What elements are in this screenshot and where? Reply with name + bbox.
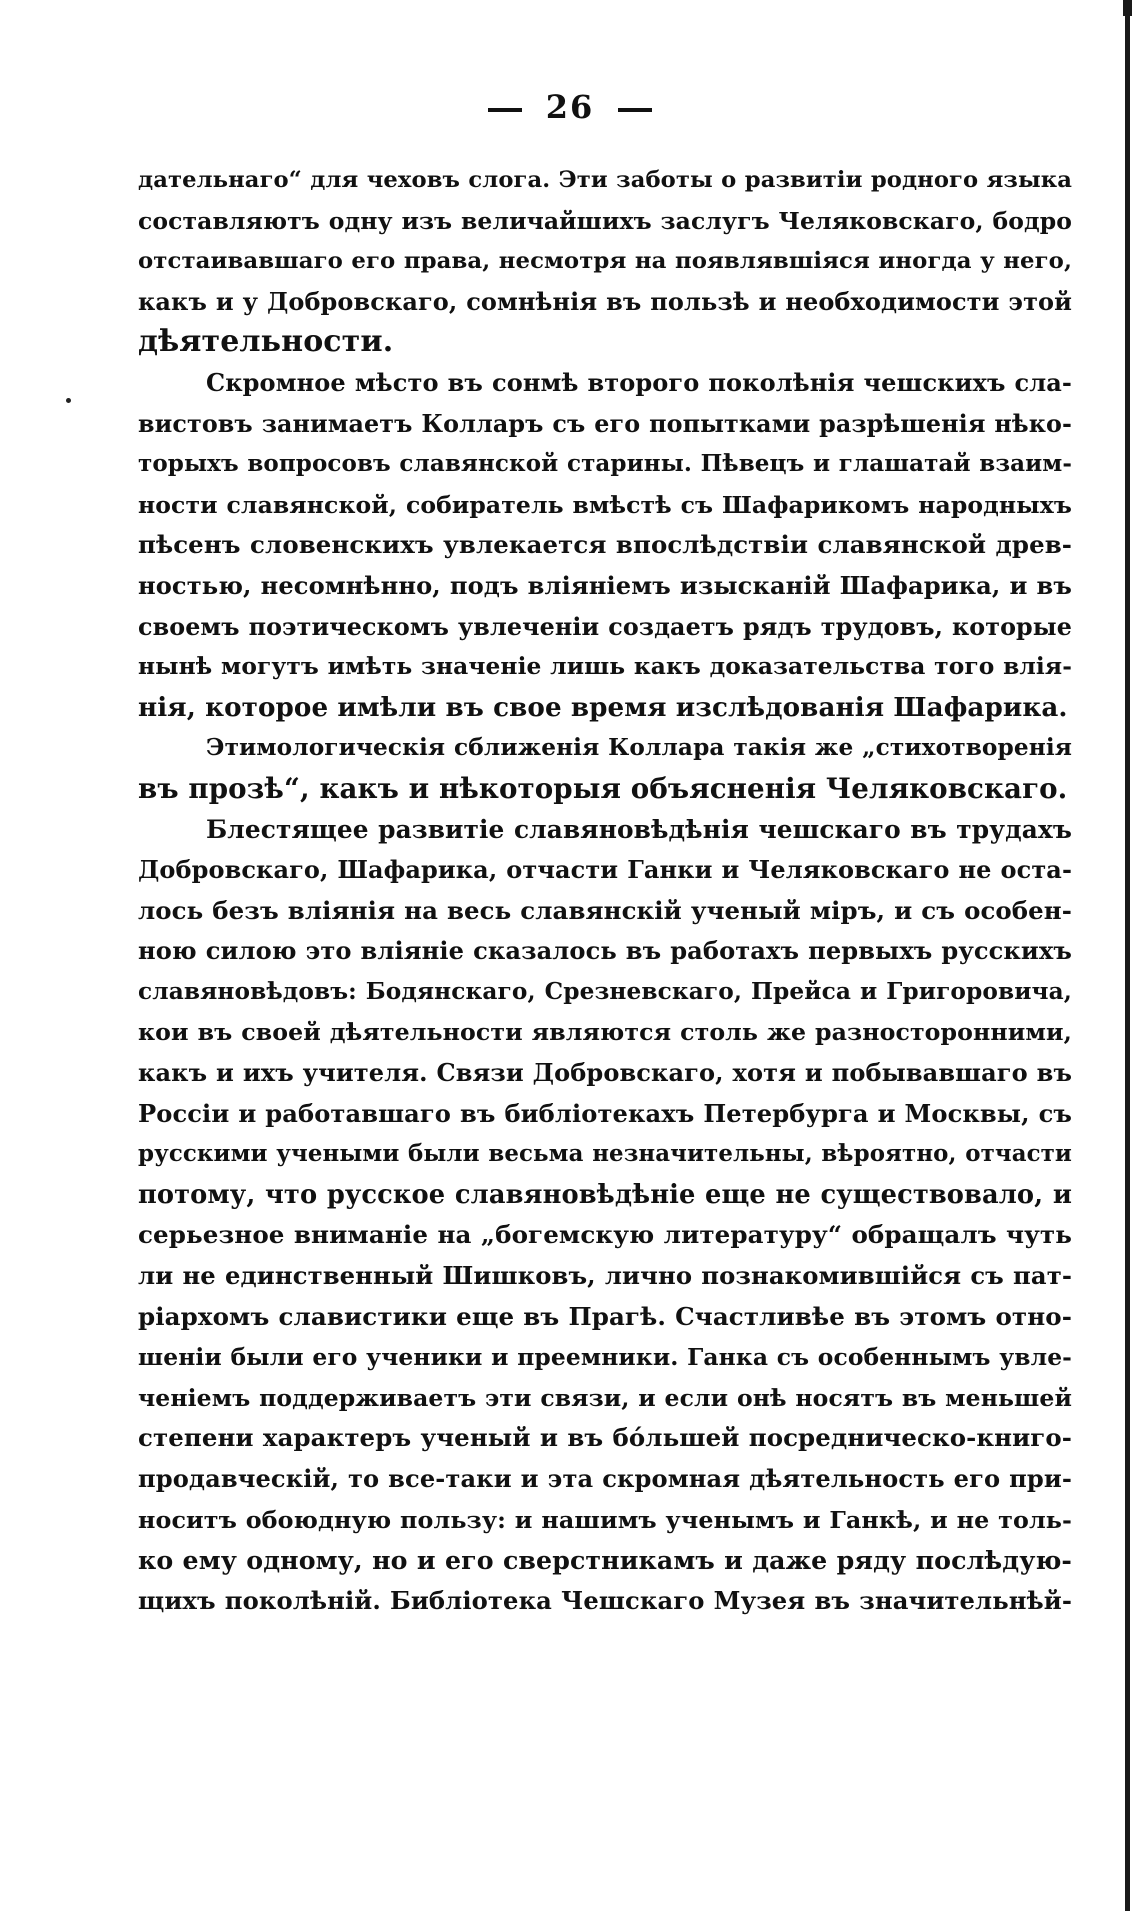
text-line: отстаивавшаго его права, несмотря на появлявшіяся иногда у него, (138, 248, 1072, 275)
text-line: степени характеръ ученый и въ бо́льшей посредническо-книго- (138, 1423, 1072, 1453)
paragraph-2 (138, 363, 1072, 728)
text-line: дѣятельности. (138, 324, 394, 360)
text-line: какъ и у Добровскаго, сомнѣнія въ пользѣ и необходимости этой (138, 286, 1072, 316)
text-line: Этимологическія сближенія Коллара такія же „стихотворенія (206, 734, 1072, 762)
text-line: какъ и ихъ учителя. Связи Добровскаго, хотя и побывавшаго въ (138, 1058, 1072, 1088)
text-line: дательнаго“ для чеховъ слога. Эти заботы о развитіи родного языка (138, 167, 1072, 193)
text-line: щихъ поколѣній. Библіотека Чешскаго Музея въ значительнѣй- (138, 1585, 1072, 1615)
paragraph-3 (138, 728, 1072, 809)
text-line: пѣсенъ словенскихъ увлекается впослѣдствіи славянской древ- (138, 530, 1072, 560)
text-line: ченіемъ поддерживаетъ эти связи, и если онѣ носятъ въ меньшей (138, 1383, 1072, 1412)
text-line: ности славянской, собиратель вмѣстѣ съ Шафарикомъ народныхъ (138, 490, 1072, 519)
page-edge-line (1125, 0, 1130, 1911)
text-line: лось безъ вліянія на весь славянскій ученый міръ, и съ особен- (138, 895, 1072, 925)
text-line: ко ему одному, но и его сверстникамъ и даже ряду послѣдую- (138, 1545, 1072, 1576)
paragraph-1 (138, 160, 1072, 363)
text-line: вистовъ занимаетъ Колларъ съ его попытками разрѣшенія нѣко- (138, 409, 1072, 438)
margin-mark (66, 398, 71, 403)
text-line: ностью, несомнѣнно, подъ вліяніемъ изысканій Шафарика, и въ (138, 570, 1072, 600)
text-line: составляютъ одну изъ величайшихъ заслугъ Челяковскаго, бодро (138, 206, 1072, 235)
text-line: потому, что русское славяновѣдѣніе еще не существовало, и (138, 1179, 1072, 1210)
text-line: носитъ обоюдную пользу: и нашимъ ученымъ и Ганкѣ, и не толь- (138, 1505, 1072, 1534)
text-line: нія, которое имѣли въ свое время изслѣдованія Шафарика. (138, 691, 1068, 723)
text-line: Добровскаго, Шафарика, отчасти Ганки и Челяковскаго не оста- (138, 855, 1072, 885)
text-line: серьезное вниманіе на „богемскую литературу“ обращалъ чуть (138, 1220, 1072, 1250)
text-line: продавческій, то все-таки и эта скромная дѣятельность его при- (138, 1464, 1072, 1493)
text-line: ли не единственный Шишковъ, лично познакомившійся съ пат- (138, 1261, 1072, 1291)
page-header (0, 88, 1140, 126)
text-line: русскими учеными были весьма незначительны, вѣроятно, отчасти (138, 1141, 1072, 1168)
page-number: 26 (545, 88, 595, 126)
text-line: ріархомъ славистики еще въ Прагѣ. Счастливѣе въ этомъ отно- (138, 1301, 1072, 1331)
text-line: Блестящее развитіе славяновѣдѣнія чешскаго въ трудахъ (206, 814, 1072, 844)
text-line: торыхъ вопросовъ славянской старины. Пѣвецъ и глашатай взаим- (138, 450, 1072, 478)
text-line: шеніи были его ученики и преемники. Ганка съ особеннымъ увле- (138, 1343, 1072, 1372)
body-text (138, 160, 1072, 1621)
text-line: Россіи и работавшаго въ библіотекахъ Петербурга и Москвы, съ (138, 1098, 1072, 1128)
text-line: ною силою это вліяніе сказалось въ работахъ первыхъ русскихъ (138, 936, 1072, 966)
text-line: своемъ поэтическомъ увлеченіи создаетъ рядъ трудовъ, которые (138, 612, 1072, 641)
text-line: кои въ своей дѣятельности являются столь же разносторонними, (138, 1018, 1072, 1047)
text-line: въ прозѣ“, какъ и нѣкоторыя объясненія Челяковскаго. (138, 771, 1068, 805)
text-line: славяновѣдовъ: Бодянскаго, Срезневскаго, Прейса и Григоровича, (138, 977, 1072, 1005)
header-dash-right (618, 108, 652, 112)
text-line: нынѣ могутъ имѣть значеніе лишь какъ доказательства того влія- (138, 653, 1072, 681)
header-dash-left (488, 108, 522, 112)
text-line: Скромное мѣсто въ сонмѣ второго поколѣнія чешскихъ сла- (206, 367, 1072, 397)
page-edge-tick (1123, 0, 1132, 16)
paragraph-4 (138, 810, 1072, 1622)
